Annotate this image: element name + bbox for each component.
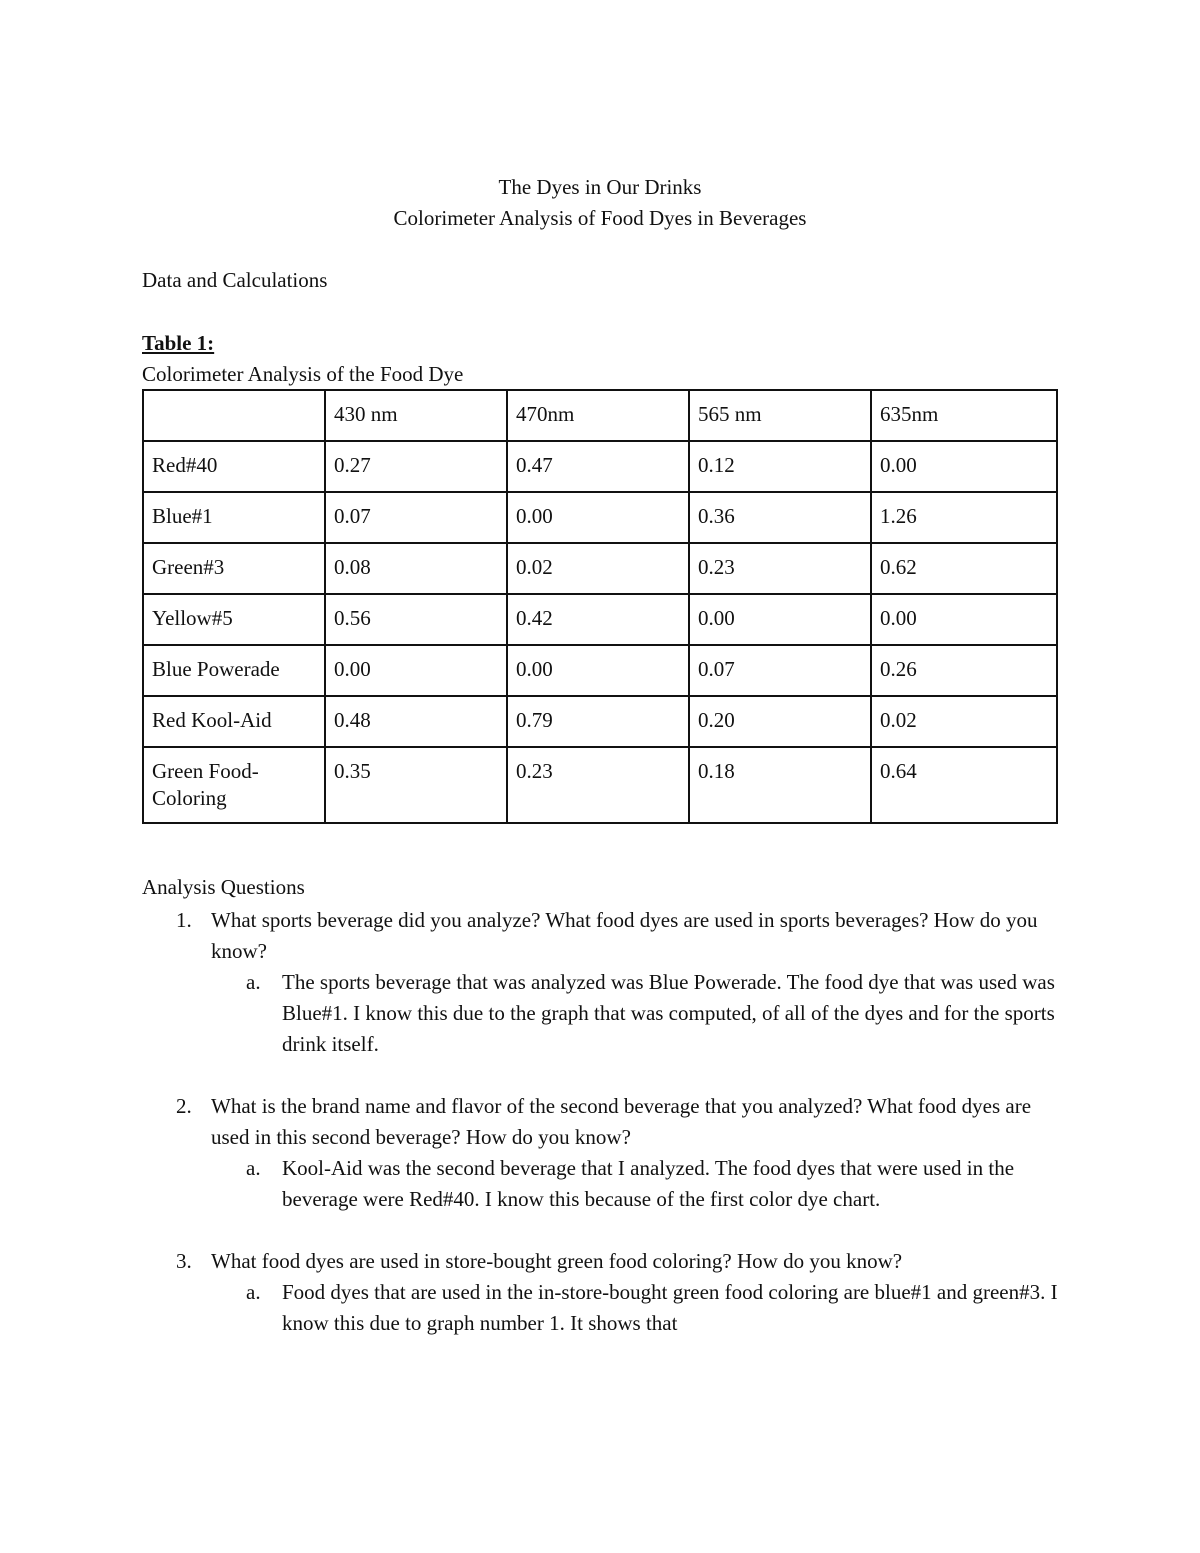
table-cell: 0.08 [325,543,507,594]
answer-text: Food dyes that are used in the in-store-bought green food coloring are blue#1 and green#3. I know this due to graph number 1. It shows that [282,1280,1058,1335]
question-text: What is the brand name and flavor of the second beverage that you analyzed? What food dyes are used in this second beverage? How do you know? [211,1094,1032,1149]
table-header-cell: 470nm [507,390,689,441]
table-cell: 0.00 [507,492,689,543]
table-cell: 0.36 [689,492,871,543]
question-number: 2. [176,1094,192,1118]
table-header-cell: 430 nm [325,390,507,441]
table-row-label: Red#40 [143,441,325,492]
table-cell: 0.23 [689,543,871,594]
table-cell: 0.00 [689,594,871,645]
document-title: The Dyes in Our Drinks [498,175,702,199]
table-cell: 0.00 [871,594,1057,645]
table-caption: Colorimeter Analysis of the Food Dye [142,362,464,386]
question-number: 3. [176,1249,192,1273]
table-cell: 0.07 [689,645,871,696]
analysis-heading: Analysis Questions [142,875,305,899]
table-label: Table 1: [142,331,215,355]
answer-text: Kool-Aid was the second beverage that I analyzed. The food dyes that were used in the beverage were Red#40. I know this because of the first color dye chart. [282,1156,1015,1211]
table-row-label: Green Food-Coloring [143,747,325,823]
table-cell: 0.64 [871,747,1057,823]
table-row [143,696,1057,747]
table-cell: 1.26 [871,492,1057,543]
table-row [143,492,1057,543]
table-header-cell [143,390,325,441]
question-text: What food dyes are used in store-bought green food coloring? How do you know? [211,1249,903,1273]
table-cell: 0.02 [871,696,1057,747]
answer-letter: a. [246,1156,261,1180]
colorimeter-table [142,389,1058,824]
answer-letter: a. [246,970,261,994]
table-row-label: Blue#1 [143,492,325,543]
answer-text: The sports beverage that was analyzed was Blue Powerade. The food dye that was used was Blue#1. I know this due to the graph that was computed, of all of the dyes and for the sports drink itself. [282,970,1055,1056]
table-cell: 0.12 [689,441,871,492]
table-cell: 0.02 [507,543,689,594]
table-cell: 0.26 [871,645,1057,696]
question-text: What sports beverage did you analyze? What food dyes are used in sports beverages? How do you know? [211,908,1038,963]
table-cell: 0.20 [689,696,871,747]
table-cell: 0.07 [325,492,507,543]
section-heading: Data and Calculations [142,268,328,292]
table-cell: 0.79 [507,696,689,747]
table-row [143,645,1057,696]
table-row-label: Yellow#5 [143,594,325,645]
table-row [143,543,1057,594]
table-cell: 0.35 [325,747,507,823]
table-cell: 0.47 [507,441,689,492]
table-cell: 0.48 [325,696,507,747]
table-cell: 0.00 [325,645,507,696]
table-header-cell: 565 nm [689,390,871,441]
table-cell: 0.27 [325,441,507,492]
table-header-row [143,390,1057,441]
document-subtitle: Colorimeter Analysis of Food Dyes in Beverages [393,206,807,230]
table-cell: 0.18 [689,747,871,823]
table-cell: 0.00 [871,441,1057,492]
question-number: 1. [176,908,192,932]
table-cell: 0.56 [325,594,507,645]
table-header-cell: 635nm [871,390,1057,441]
table-row-label: Blue Powerade [143,645,325,696]
table-row [143,747,1057,823]
table-cell: 0.00 [507,645,689,696]
table-row [143,594,1057,645]
table-cell: 0.42 [507,594,689,645]
table-row-label: Red Kool-Aid [143,696,325,747]
answer-letter: a. [246,1280,261,1304]
table-row-label: Green#3 [143,543,325,594]
table-cell: 0.62 [871,543,1057,594]
table-cell: 0.23 [507,747,689,823]
table-row [143,441,1057,492]
